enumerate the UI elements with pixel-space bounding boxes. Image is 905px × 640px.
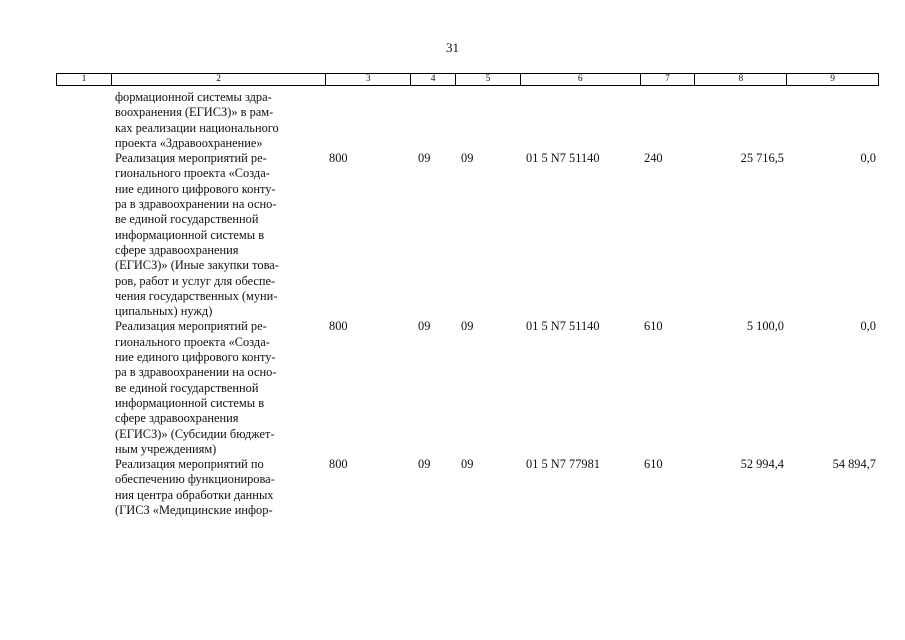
table-row — [56, 90, 879, 151]
row-amount-year-2: 0,0 — [860, 319, 876, 334]
row-code-chapter — [326, 90, 411, 151]
row-code-expense-type — [641, 90, 696, 151]
row-cell-empty — [56, 319, 111, 457]
row-description — [111, 457, 326, 518]
description-line: воохранения (ЕГИСЗ)» в рам- — [115, 105, 274, 120]
row-amount-year-2: 0,0 — [860, 151, 876, 166]
description-line: сфере здравоохранения — [115, 242, 239, 257]
description-line: ра в здравоохранении на осно- — [115, 365, 277, 380]
description-line: проекта «Здравоохранение» — [115, 135, 263, 150]
description-line: сфере здравоохранения — [115, 411, 239, 426]
description-line: гионального проекта «Созда- — [115, 166, 270, 181]
row-amount-year-1 — [696, 90, 788, 151]
column-number-2: 2 — [112, 74, 326, 85]
row-cell-empty — [56, 90, 111, 151]
description-line: ным учреждениям) — [115, 441, 217, 456]
column-number-6: 6 — [521, 74, 641, 85]
row-description — [111, 319, 326, 457]
table-column-numbers-header — [56, 73, 879, 86]
budget-table-body — [56, 90, 879, 518]
row-code-target-article: 01 5 N7 51140 — [526, 151, 600, 166]
row-cell-empty — [56, 457, 111, 518]
column-number-5: 5 — [456, 74, 521, 85]
description-line: ве единой государственной — [115, 380, 259, 395]
description-line: формационной системы здра- — [115, 90, 272, 104]
description-line: (ЕГИСЗ)» (Иные закупки това- — [115, 258, 279, 273]
column-number-3: 3 — [326, 74, 411, 85]
description-line: обеспечению функционирова- — [115, 472, 275, 487]
column-number-8: 8 — [695, 74, 787, 85]
row-code-section — [411, 90, 456, 151]
row-code-subsection: 09 — [461, 151, 474, 166]
column-number-7: 7 — [641, 74, 696, 85]
description-line: ров, работ и услуг для обеспе- — [115, 273, 276, 288]
row-amount-year-2: 54 894,7 — [832, 457, 876, 472]
row-code-subsection — [456, 90, 521, 151]
row-code-chapter: 800 — [329, 319, 348, 334]
description-line: ние единого цифрового конту- — [115, 181, 276, 196]
column-number-4: 4 — [411, 74, 456, 85]
row-code-expense-type: 610 — [644, 457, 663, 472]
description-line: ние единого цифрового конту- — [115, 350, 276, 365]
description-line: ципальных) нужд) — [115, 304, 213, 319]
description-line: ния центра обработки данных — [115, 487, 274, 502]
row-code-target-article — [521, 90, 641, 151]
table-row — [56, 319, 879, 457]
table-row — [56, 457, 879, 518]
description-line: ках реализации национального — [115, 120, 279, 135]
description-line: информационной системы в — [115, 227, 265, 242]
row-code-subsection: 09 — [461, 319, 474, 334]
column-number-9: 9 — [830, 74, 835, 84]
row-code-chapter: 800 — [329, 457, 348, 472]
row-code-chapter: 800 — [329, 151, 348, 166]
description-line: информационной системы в — [115, 395, 265, 410]
description-line: чения государственных (муни- — [115, 288, 278, 303]
description-line: Реализация мероприятий по — [115, 457, 264, 472]
description-line: Реализация мероприятий ре- — [115, 151, 267, 166]
row-description — [111, 90, 326, 151]
row-amount-year-2 — [788, 90, 879, 151]
page-number: 31 — [446, 40, 459, 55]
row-amount-year-1: 52 994,4 — [740, 457, 784, 472]
row-code-section: 09 — [418, 319, 431, 334]
row-code-expense-type: 240 — [644, 151, 663, 166]
column-number-1: 1 — [57, 74, 112, 85]
row-code-subsection: 09 — [461, 457, 474, 472]
row-code-target-article: 01 5 N7 51140 — [526, 319, 600, 334]
description-line: гионального проекта «Созда- — [115, 334, 270, 349]
description-line: ве единой государственной — [115, 212, 259, 227]
row-amount-year-1: 5 100,0 — [746, 319, 784, 334]
row-code-section: 09 — [418, 457, 431, 472]
row-code-target-article: 01 5 N7 77981 — [526, 457, 600, 472]
description-line: (ЕГИСЗ)» (Субсидии бюджет- — [115, 426, 275, 441]
row-code-expense-type: 610 — [644, 319, 663, 334]
description-line: Реализация мероприятий ре- — [115, 319, 267, 334]
row-cell-empty — [56, 151, 111, 319]
description-line: (ГИСЗ «Медицинские инфор- — [115, 503, 273, 518]
row-description — [111, 151, 326, 319]
description-line: ра в здравоохранении на осно- — [115, 197, 277, 212]
row-code-section: 09 — [418, 151, 431, 166]
row-amount-year-1: 25 716,5 — [740, 151, 784, 166]
table-row — [56, 151, 879, 319]
